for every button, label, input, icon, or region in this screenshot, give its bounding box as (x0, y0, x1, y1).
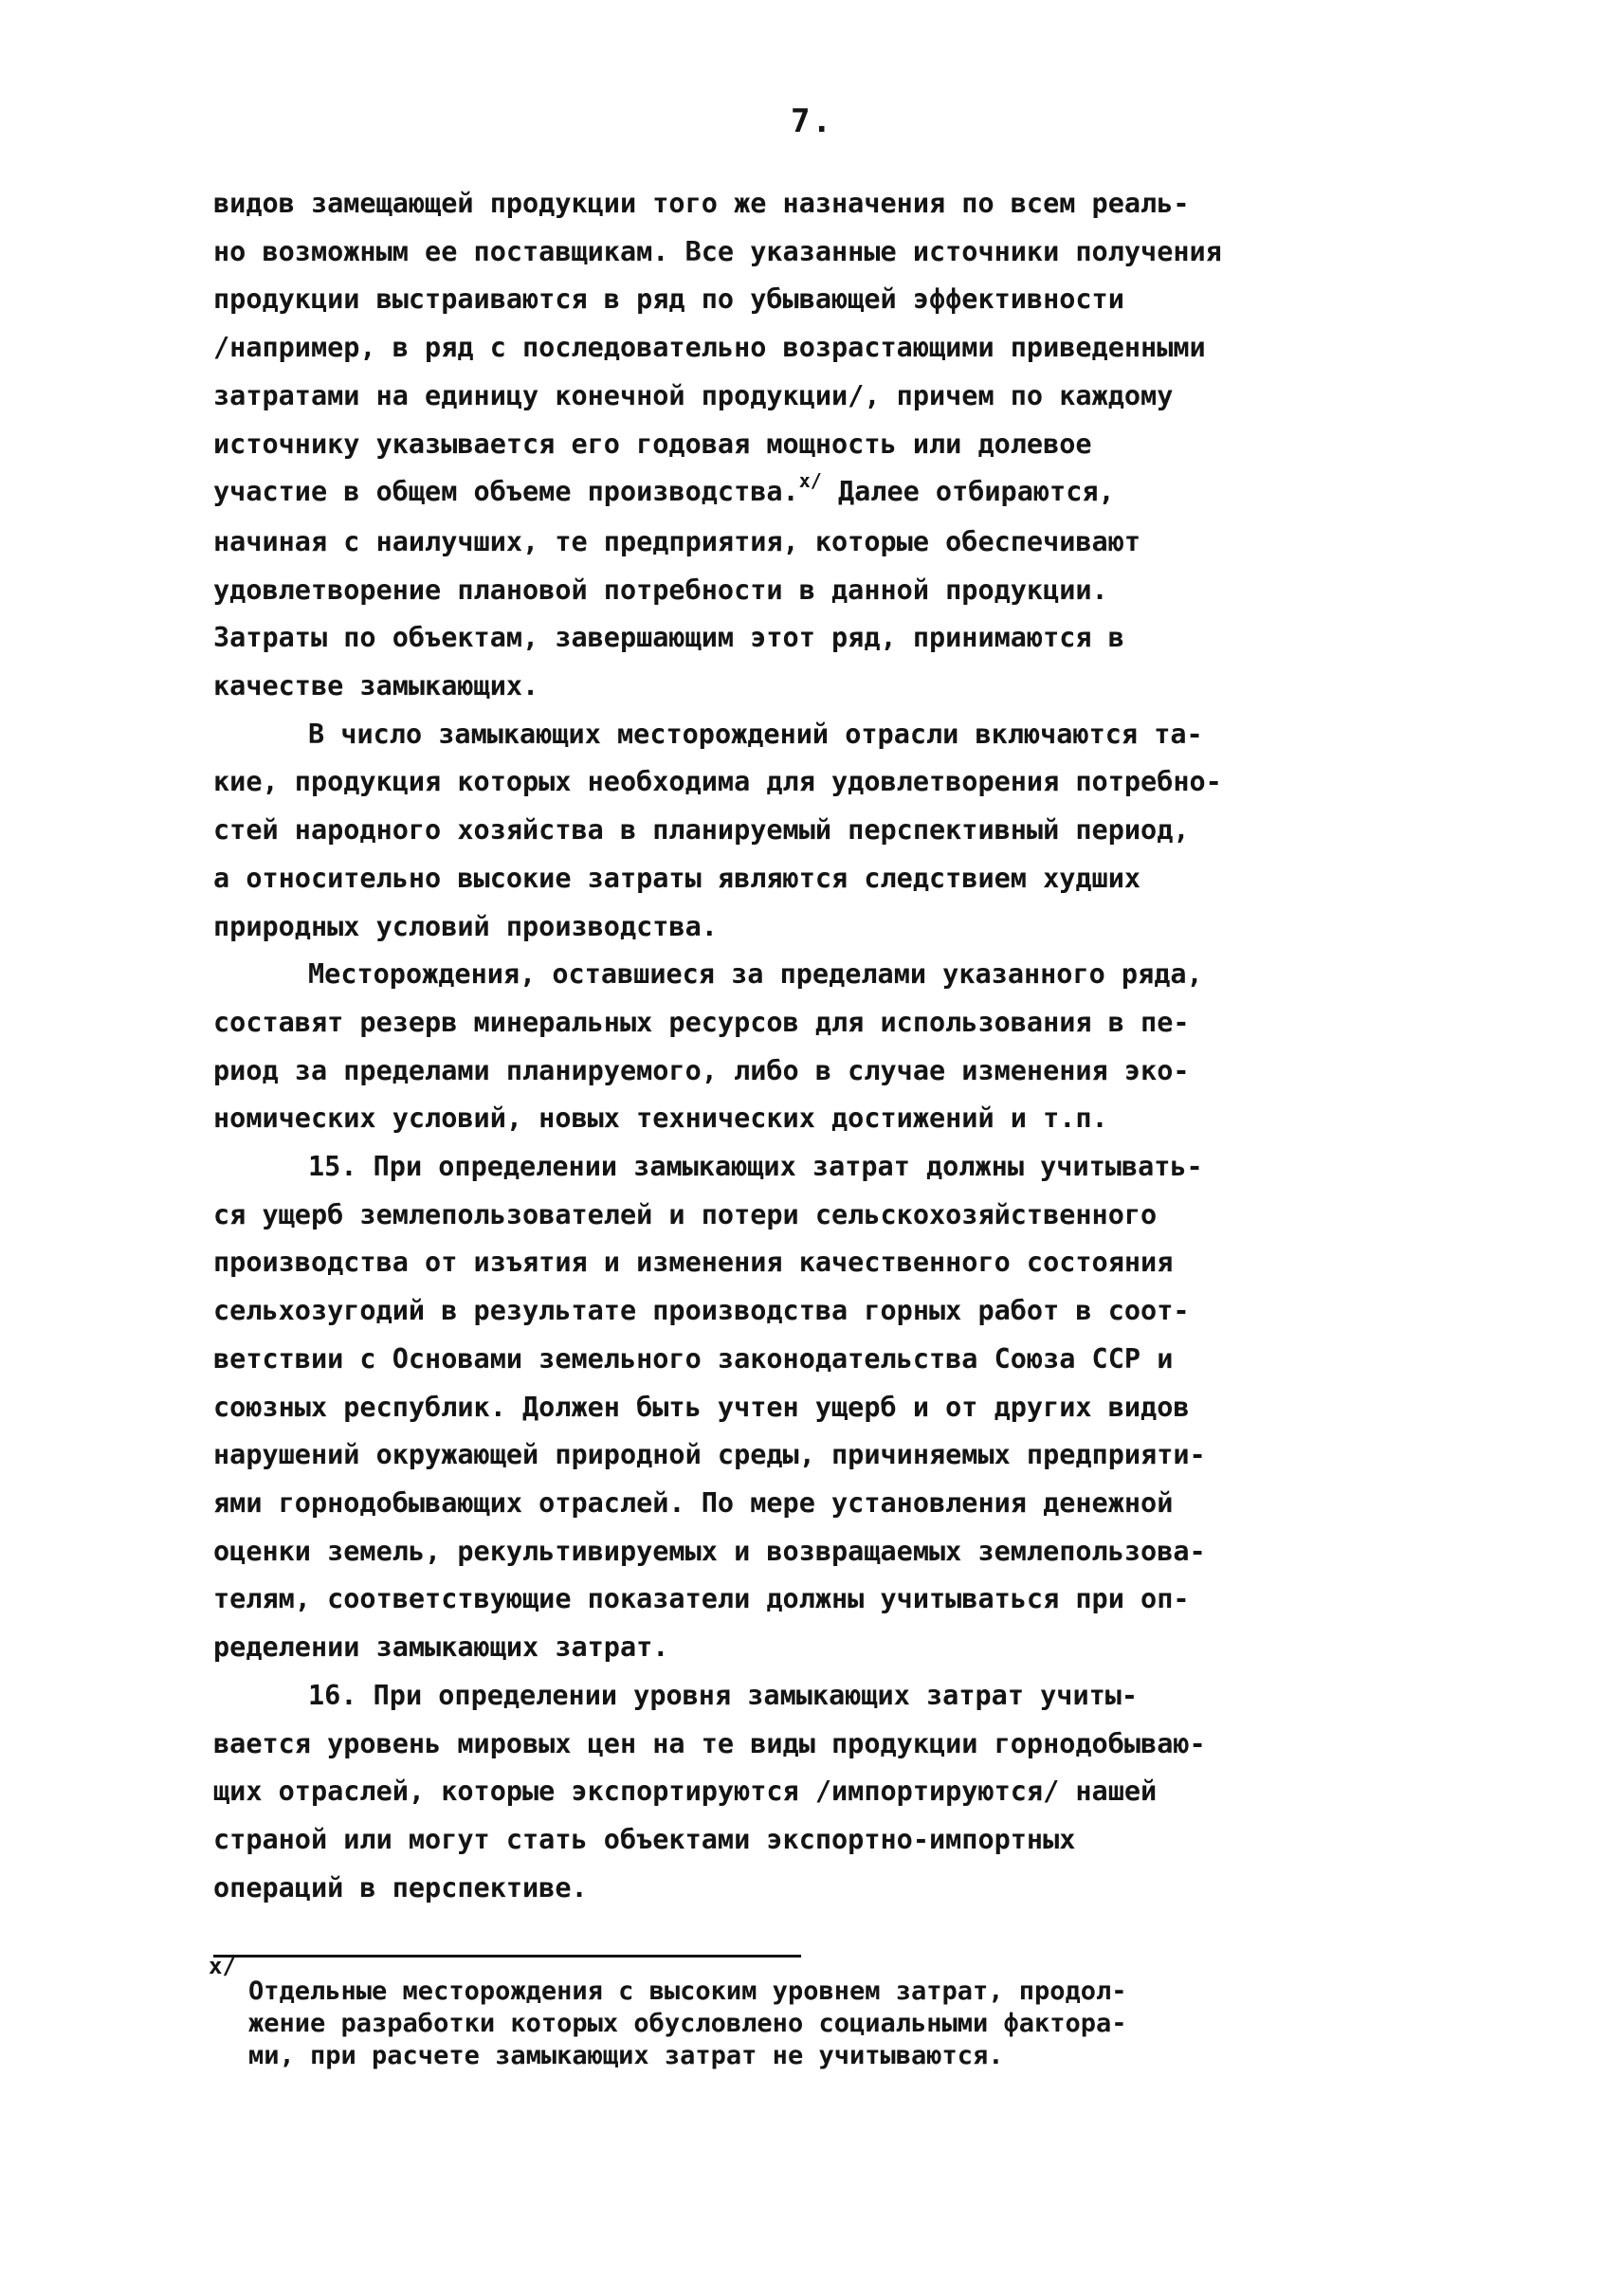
text-line-content: Месторождения, оставшиеся за пределами указанного ряда, (308, 958, 1203, 991)
text-line (213, 1095, 1413, 1143)
text-line-content: ветствии с Основами земельного законодательства Союза ССР и (213, 1342, 1174, 1375)
page-number: 7. (791, 102, 833, 140)
text-line-content: затратами на единицу конечной продукции/, причем по каждому (213, 379, 1174, 411)
text-line-content: Затраты по объектам, завершающим этот ряд, принимаются в (213, 622, 1124, 654)
text-line-content: телям, соответствующие показатели должны учитываться при оп- (213, 1583, 1190, 1615)
text-line (213, 1624, 1413, 1672)
text-line-content: ями горнодобывающих отраслей. По мере установления денежной (213, 1486, 1174, 1519)
text-line (213, 1239, 1413, 1287)
text-line (213, 1480, 1413, 1528)
footnote-line: ми, при расчете замыкающих затрат не учитываются. (248, 2041, 1004, 2070)
text-line (213, 1576, 1413, 1624)
text-line-content: операций в перспективе. (213, 1871, 588, 1903)
text-line-content: сельхозугодий в результате производства горных работ в соот- (213, 1295, 1190, 1327)
text-line-content: источнику указывается его годовая мощность или долевое (213, 428, 1092, 460)
text-line-content: союзных республик. Должен быть учтен ущерб и от других видов (213, 1391, 1190, 1423)
footnote (248, 1976, 1433, 2072)
text-line (213, 567, 1413, 615)
text-line-content: но возможным ее поставщикам. Все указанные источники получения (213, 235, 1222, 267)
text-line (213, 324, 1413, 373)
text-line-content: начиная с наилучших, те предприятия, которые обеспечивают (213, 525, 1141, 557)
text-line-content: ся ущерб землепользователей и потери сельскохозяйственного (213, 1198, 1158, 1230)
footnote-reference: x/ (798, 469, 822, 493)
text-line (213, 468, 1413, 519)
text-line-content: качестве замыкающих. (213, 670, 539, 702)
text-line (213, 1287, 1413, 1336)
text-line (213, 1336, 1413, 1384)
text-line (213, 663, 1413, 711)
text-line (213, 373, 1413, 421)
text-line (213, 1047, 1413, 1096)
text-line (213, 1384, 1413, 1432)
text-line (213, 276, 1413, 324)
text-line (213, 758, 1413, 807)
text-line-content: номических условий, новых технических достижений и т.п. (213, 1102, 1108, 1135)
text-line (213, 228, 1413, 277)
text-line-content: страной или могут стать объектами экспортно-импортных (213, 1823, 1076, 1855)
text-line (213, 1192, 1413, 1240)
text-line-content: оценки земель, рекультивируемых и возвращаемых землепользова- (213, 1535, 1206, 1567)
text-line (213, 903, 1413, 952)
text-line-content: кие, продукция которых необходима для удовлетворения потребно- (213, 766, 1222, 798)
text-line-content: продукции выстраиваются в ряд по убывающей эффективности (213, 283, 1124, 316)
text-line-content: составят резерв минеральных ресурсов для использования в пе- (213, 1006, 1190, 1038)
text-line-content: удовлетворение плановой потребности в данной продукции. (213, 574, 1108, 606)
text-line (213, 1528, 1413, 1576)
text-line-content: 16. При определении уровня замыкающих затрат учиты- (308, 1679, 1139, 1711)
text-line (213, 180, 1413, 228)
text-line-content: ределении замыкающих затрат. (213, 1631, 669, 1664)
text-line (213, 951, 1413, 999)
text-line-content: а относительно высокие затраты являются следствием худших (213, 862, 1141, 894)
text-line-content: стей народного хозяйства в планируемый перспективный период, (213, 814, 1190, 847)
footnote-divider (213, 1955, 801, 1958)
text-line (213, 999, 1413, 1047)
text-line-content: производства от изъятия и изменения качественного состояния (213, 1247, 1174, 1279)
text-line-content: 15. При определении замыкающих затрат должны учитывать- (308, 1151, 1203, 1183)
text-line (213, 1865, 1413, 1913)
text-line-content: природных условий производства. (213, 910, 718, 942)
text-line (213, 855, 1413, 903)
footnote-line: жение разработки которых обусловлено социальными фактора- (248, 2009, 1127, 2038)
text-line (213, 711, 1413, 759)
text-line-content: В число замыкающих месторождений отрасли включаются та- (308, 718, 1203, 750)
text-line (213, 614, 1413, 663)
footnote-mark: x/ (209, 1953, 236, 1979)
text-line-continuation: Далее отбираются, (821, 476, 1115, 508)
text-line-content: риод за пределами планируемого, либо в случае изменения эко- (213, 1054, 1190, 1086)
text-line-content: видов замещающей продукции того же назначения по всем реаль- (213, 188, 1190, 219)
text-line (213, 807, 1413, 855)
text-line-content: вается уровень мировых цен на те виды продукции горнодобываю- (213, 1727, 1206, 1759)
text-line-content: нарушений окружающей природной среды, причиняемых предприяти- (213, 1439, 1206, 1471)
text-line (213, 519, 1413, 567)
text-line-content: /например, в ряд с последовательно возрастающими приведенными (213, 332, 1206, 364)
text-line (213, 421, 1413, 469)
text-line (213, 1721, 1413, 1769)
text-line (213, 1431, 1413, 1480)
text-line-content: участие в общем объеме производства. (213, 476, 799, 508)
body-text (213, 180, 1413, 1912)
text-line (213, 1143, 1413, 1192)
text-line (213, 1768, 1413, 1816)
text-line (213, 1816, 1413, 1865)
text-line (213, 1672, 1413, 1721)
text-line-content: щих отраслей, которые экспортируются /импортируются/ нашей (213, 1776, 1158, 1808)
footnote-line: Отдельные месторождения с высоким уровнем затрат, продол- (248, 1976, 1127, 2006)
